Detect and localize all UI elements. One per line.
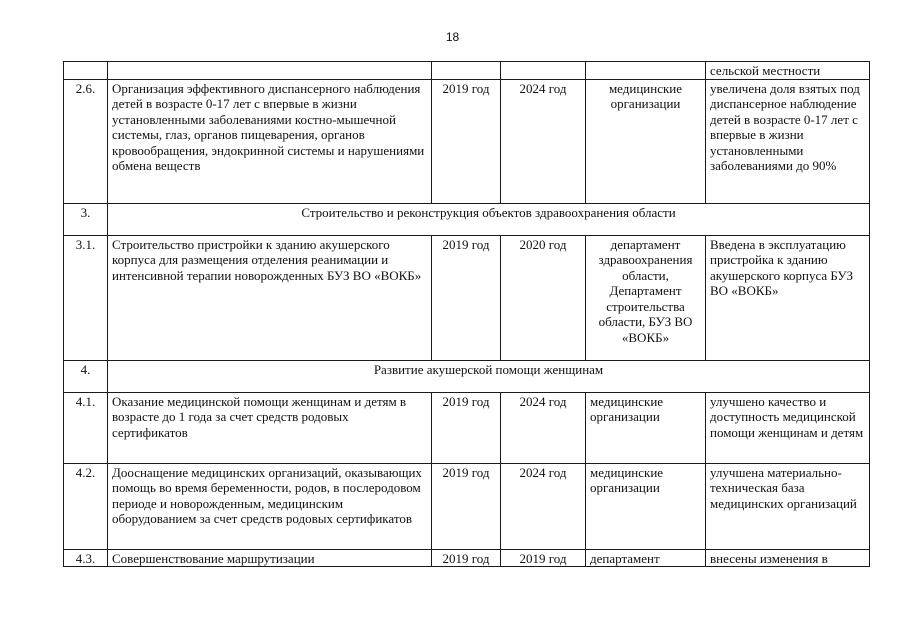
cell-executor: медицинские организации xyxy=(586,392,706,463)
table-row xyxy=(64,235,870,360)
section-row xyxy=(64,360,870,392)
cell-num: 4.3. xyxy=(64,549,108,567)
section-num: 3. xyxy=(64,203,108,235)
cell-end: 2019 год xyxy=(501,549,586,567)
cell-desc xyxy=(108,62,432,80)
section-title: Развитие акушерской помощи женщинам xyxy=(108,360,870,392)
cell-end: 2024 год xyxy=(501,463,586,549)
cell-start: 2019 год xyxy=(432,463,501,549)
cell-num: 4.2. xyxy=(64,463,108,549)
cell-result: улучшено качество и доступность медицинской помощи женщинам и детям xyxy=(706,392,870,463)
cell-desc: Оказание медицинской помощи женщинам и детям в возрасте до 1 года за счет средств родовых сертификатов xyxy=(108,392,432,463)
cell-executor: департамент здравоохранения области, Департамент строительства области, БУЗ ВО «ВОКБ» xyxy=(586,235,706,360)
cell-desc: Строительство пристройки к зданию акушерского корпуса для размещения отделения реанимации и интенсивной терапии новорожденных БУЗ ВО «ВОКБ» xyxy=(108,235,432,360)
cell-num xyxy=(64,62,108,80)
section-title: Строительство и реконструкция объектов здравоохранения области xyxy=(108,203,870,235)
cell-desc: Совершенствование маршрутизации xyxy=(108,549,432,567)
cell-executor xyxy=(586,62,706,80)
cell-end xyxy=(501,62,586,80)
cell-executor: медицинские организации xyxy=(586,79,706,203)
table-row xyxy=(64,463,870,549)
section-row xyxy=(64,203,870,235)
page-number: 18 xyxy=(445,30,460,44)
measures-table xyxy=(63,61,870,567)
cell-desc: Дооснащение медицинских организаций, оказывающих помощь во время беременности, родов, в послеродовом периоде и новорожденным, медицинским оборудованием за счет средств родовых сертификатов xyxy=(108,463,432,549)
table-row xyxy=(64,62,870,80)
cell-start: 2019 год xyxy=(432,549,501,567)
cell-result: улучшена материально-техническая база медицинских организаций xyxy=(706,463,870,549)
cell-start: 2019 год xyxy=(432,235,501,360)
table-row xyxy=(64,549,870,567)
cell-num: 3.1. xyxy=(64,235,108,360)
section-num: 4. xyxy=(64,360,108,392)
cell-result: Введена в эксплуатацию пристройка к зданию акушерского корпуса БУЗ ВО «ВОКБ» xyxy=(706,235,870,360)
cell-result: увеличена доля взятых под диспансерное наблюдение детей в возрасте 0-17 лет с впервые в жизни установленными заболеваниями до 90% xyxy=(706,79,870,203)
cell-result: внесены изменения в xyxy=(706,549,870,567)
table-row xyxy=(64,79,870,203)
cell-executor: департамент xyxy=(586,549,706,567)
cell-end: 2024 год xyxy=(501,392,586,463)
cell-executor: медицинские организации xyxy=(586,463,706,549)
cell-result: сельской местности xyxy=(706,62,870,80)
cell-start: 2019 год xyxy=(432,79,501,203)
cell-start xyxy=(432,62,501,80)
cell-desc: Организация эффективного диспансерного наблюдения детей в возрасте 0-17 лет с впервые в жизни установленными заболеваниями костно-мышечной системы, глаз, органов пищеварения, органов кровообращения, эндокринной системы и нарушениями обмена веществ xyxy=(108,79,432,203)
cell-start: 2019 год xyxy=(432,392,501,463)
cell-num: 2.6. xyxy=(64,79,108,203)
cell-num: 4.1. xyxy=(64,392,108,463)
cell-end: 2020 год xyxy=(501,235,586,360)
table-row xyxy=(64,392,870,463)
cell-end: 2024 год xyxy=(501,79,586,203)
